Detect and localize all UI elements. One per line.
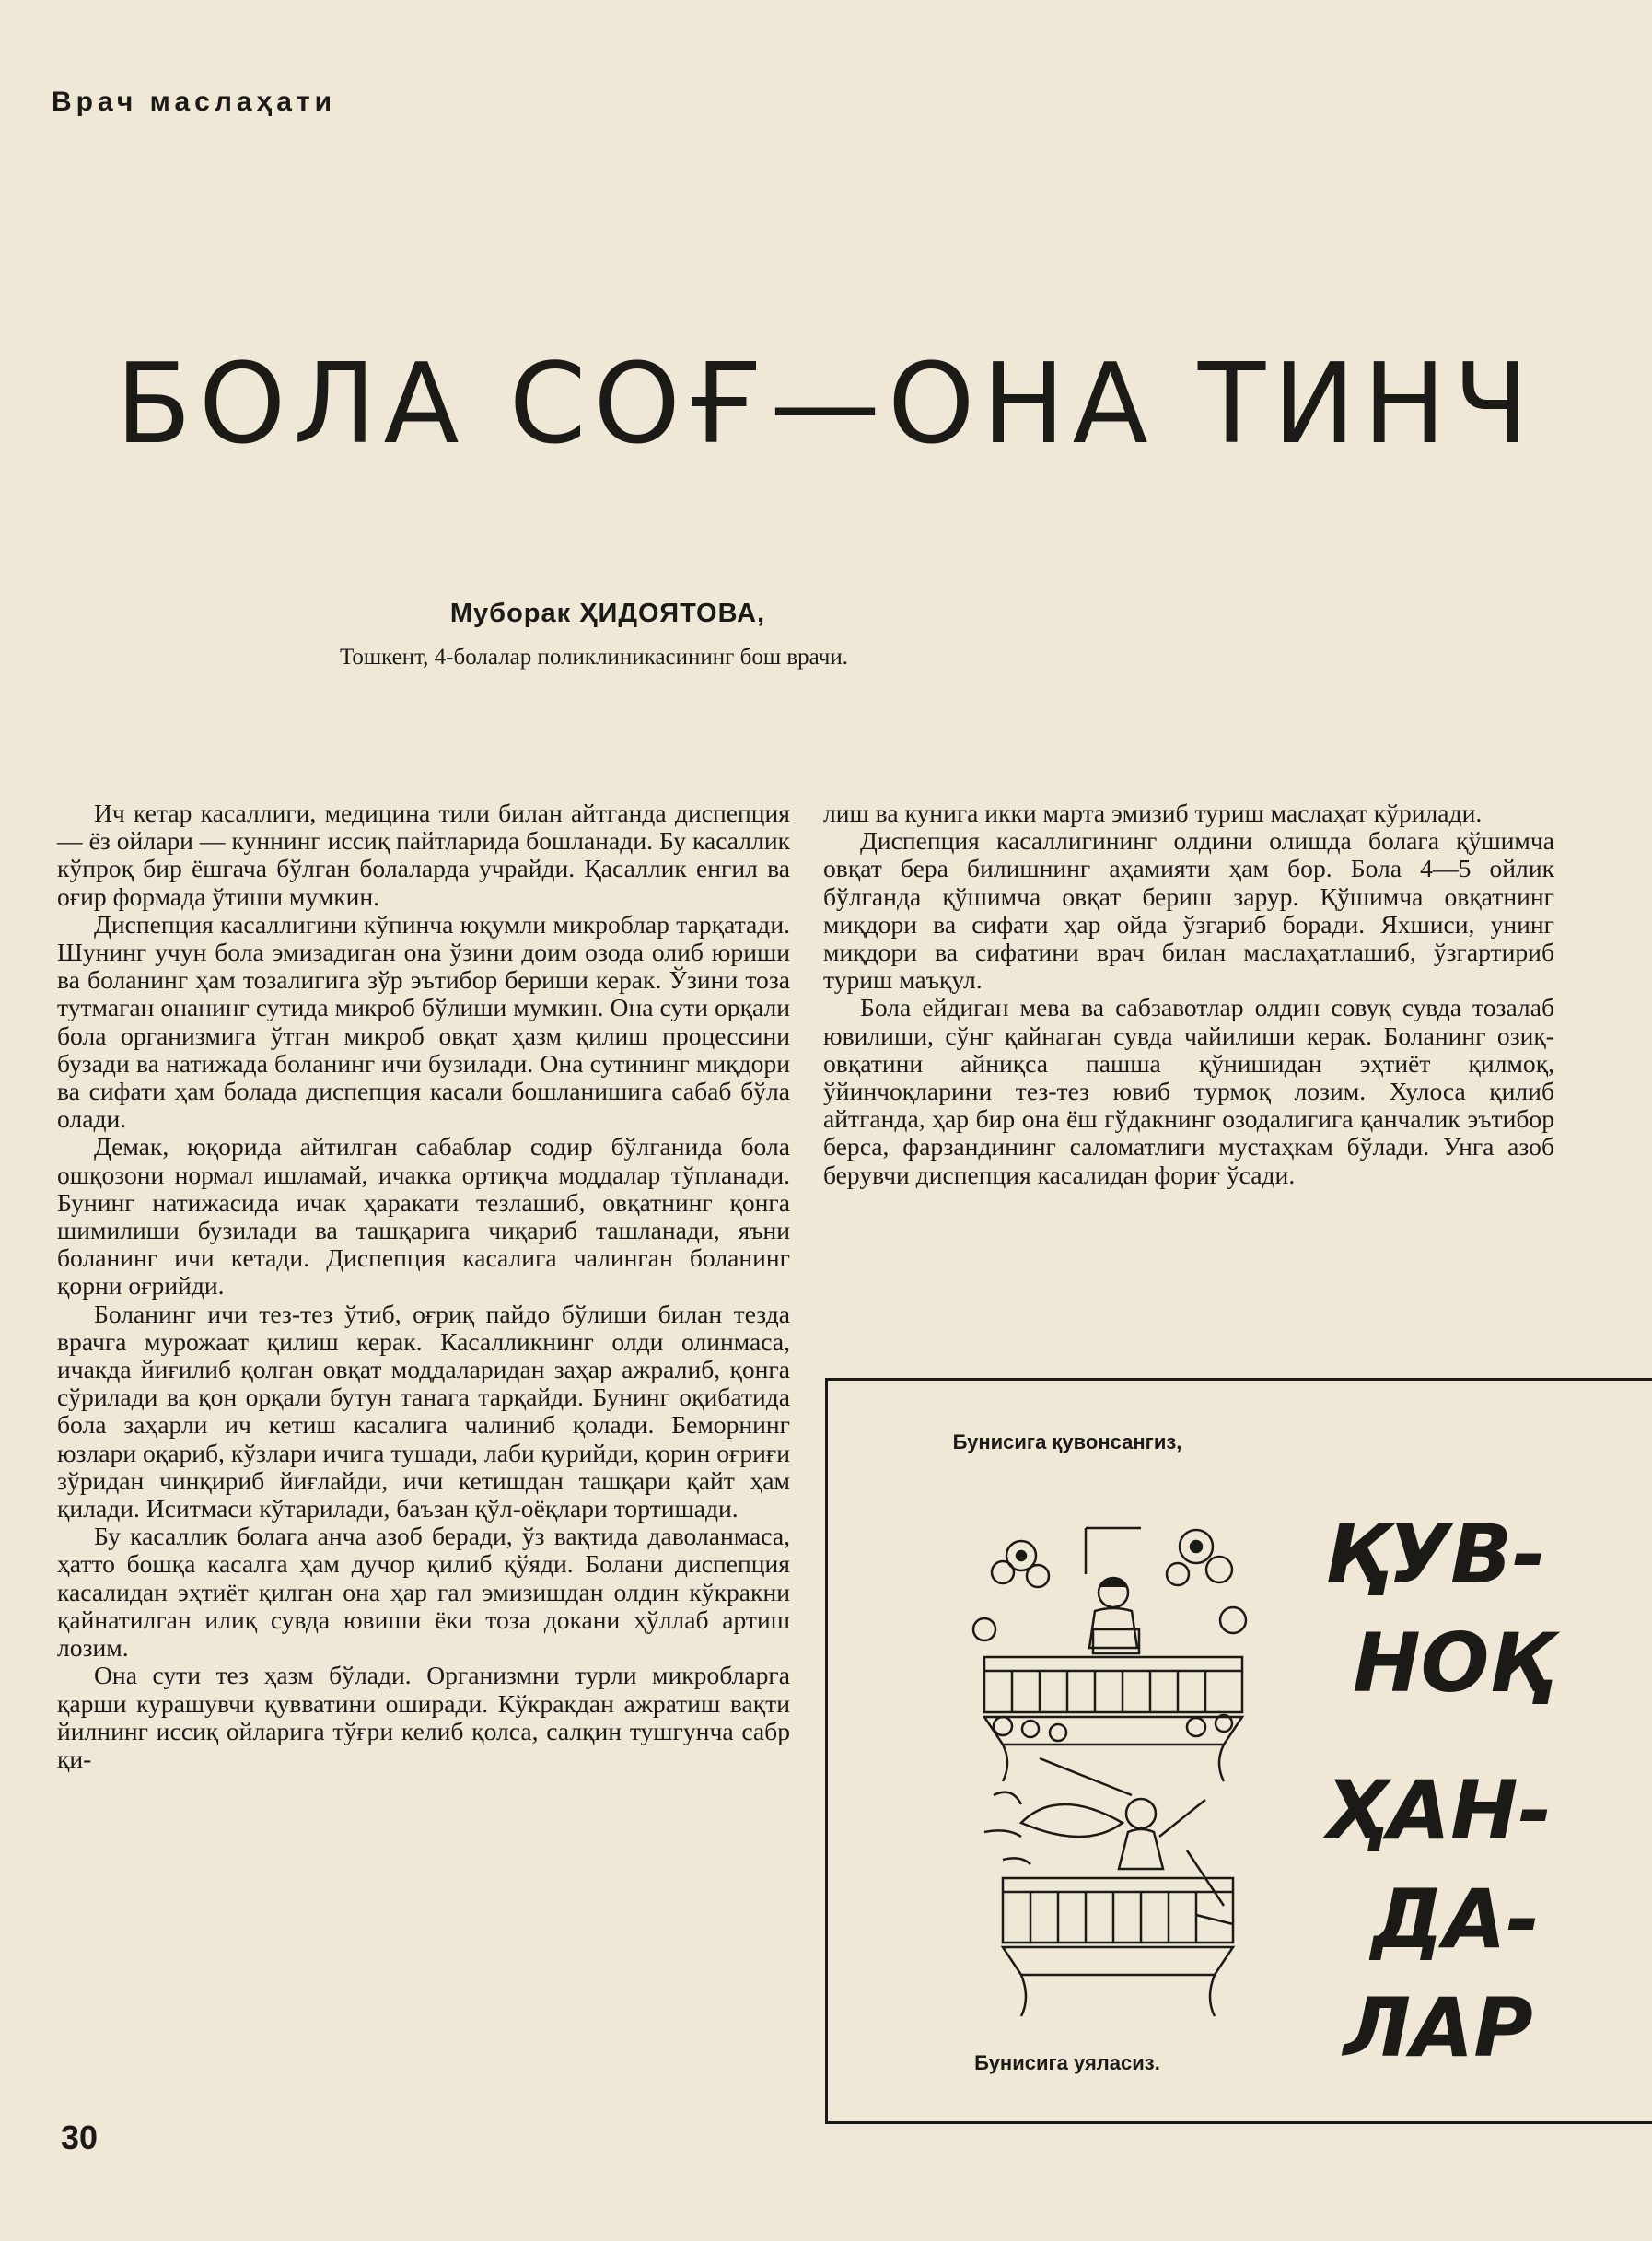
- humor-title-line: ҚУВ-: [1325, 1507, 1546, 1602]
- article-column-right: [823, 800, 1554, 1189]
- balcony-railing-icon: [1003, 1878, 1233, 2016]
- article-author: Муборак ҲИДОЯТОВА,: [449, 599, 766, 628]
- paragraph: Боланинг ичи тез-тез ўтиб, оғриқ пайдо бўлиши билан тезда врачга мурожаат қилиш керак. Касалликнинг олди олинмаса, ичакда йиғилиб қолган овқат моддаларидан заҳар ажралиб, қонга сўрилади ва қон орқали бутун танага тарқайди. Бунинг оқибатида бола заҳарли ич кетиш касалига чалиниб қолади. Беморнинг юзлари оқариб, кўзлари ичига тушади, лаби қурийди, қорин оғриғи зўридан чинқириб йиғлайди, ичи кетишдан ташқари қайт ҳам қилади. Иситмаси кўтарилади, баъзан қўл-оёқлари тортишади.: [57, 1299, 790, 1523]
- paragraph: Бола ейдиган мева ва сабзавотлар олдин совуқ сувда тозалаб ювилиши, сўнг қайнаган сувда чайилиши керак. Боланинг озиқ-овқатини айниқса пашша қўнишидан эҳтиёт қилмоқ, ўйинчоқларини тез-тез ювиб турмоқ лозим. Хулоса қилиб айтганда, ҳар бир она ёш гўдакнинг озодалигига қанчалик эътибор берса, фарзандининг саломатлиги мустаҳкам бўлади. Унга азоб берувчи диспепция касалидан фориғ ўсади.: [823, 993, 1554, 1189]
- paragraph: Диспепция касаллигини кўпинча юқумли микроблар тарқатади. Шунинг учун бола эмизадиган она ўзини доим озода олиб юриши ва боланинг ҳам тозалигига зўр эътибор бериши керак. Ўзини тоза тутмаган онанинг сутида микроб бўлиши мумкин. Она сути орқали бола организмига ўтган микроб овқат ҳазм қилиш процессини бузади ва натижада боланинг ичи бузилади. Она сутининг миқдори ва сифати ҳам болада диспепция касали бошланишига сабаб бўла олади.: [57, 909, 790, 1134]
- paragraph: Она сути тез ҳазм бўлади. Организмни турли микробларга қарши курашувчи қувватини оширади. Кўкракдан ажратиш вақти йилнинг иссиқ ойларига тўғри келиб қолса, салқин тушгунча сабр қи-: [57, 1661, 790, 1773]
- author-affiliation: Тошкент, 4-болалар поликлиникасининг бош врачи.: [340, 645, 848, 670]
- humor-title-line: ЛАР: [1344, 1980, 1533, 2075]
- paragraph: Бу касаллик болага анча азоб беради, ўз вақтида даволанмаса, ҳатто бошқа касалга ҳам дучор қилиб қўяди. Болани диспепция касалидан эҳтиёт қилган она ҳар гал эмизишдан олдин кўкракни қайнатилган илиқ сувда ювиши ёки тоза докани ҳўллаб артиш лозим.: [57, 1522, 790, 1663]
- humor-title: [1325, 1500, 1620, 2083]
- humor-caption-bottom: Бунисига уяласиз.: [974, 2051, 1160, 2074]
- humor-box: [825, 1378, 1652, 2124]
- article-title: БОЛА СОҒ—ОНА ТИНЧ: [115, 341, 1537, 469]
- humor-caption-top: Бунисига қувонсангиз,: [952, 1430, 1182, 1453]
- balcony-cartoon-illustration: [966, 1519, 1270, 2035]
- woman-shaking-rug-icon: [984, 1758, 1205, 1869]
- paragraph: Демак, юқорида айтилган сабаблар содир бўлганида бола ошқозони нормал ишламай, ичакка ортиқча моддалар тўпланади. Бунинг натижасида ичак ҳаракати тезлашиб, овқатнинг қонга шимилиши бузилади ва ташқарига чиқариб ташланади, яъни боланинг ичи кетади. Диспепция касалига чалинган боланинг қорни оғрийди.: [57, 1132, 790, 1301]
- paragraph: Диспепция касаллигининг олдини олишда болага қўшимча овқат бера билишнинг аҳамияти ҳам бор. Бола 4—5 ойлик бўлганда қўшимча овқат бериш зарур. Қўшимча овқатнинг миқдори ва сифати ҳар ойда ўзгариб боради. Яхшиси, унинг миқдори ва сифатини врач билан маслаҳатлашиб, ўзгартириб туриш маъқул.: [823, 826, 1554, 995]
- humor-title-line: ҲАН-: [1325, 1763, 1553, 1858]
- humor-title-line: ДА-: [1371, 1872, 1541, 1967]
- paragraph: Ич кетар касаллиги, медицина тили билан айтганда диспепция — ёз ойлари — куннинг иссиқ пайтларида бошланади. Бу касаллик кўпроқ бир ёшгача бўлган болаларда учрайди. Қасаллик енгил ва оғир формада ўтиши мумкин.: [57, 799, 790, 911]
- article-column-left: [57, 800, 790, 1773]
- balcony-railing-icon: [984, 1657, 1242, 1781]
- page-number: 30: [61, 2118, 99, 2156]
- humor-title-line: НОҚ: [1353, 1616, 1553, 1710]
- woman-reading-icon: [1089, 1578, 1139, 1653]
- paragraph: лиш ва кунига икки марта эмизиб туриш маслаҳат кўрилади.: [823, 799, 1483, 827]
- section-label: Врач маслаҳати: [52, 87, 337, 117]
